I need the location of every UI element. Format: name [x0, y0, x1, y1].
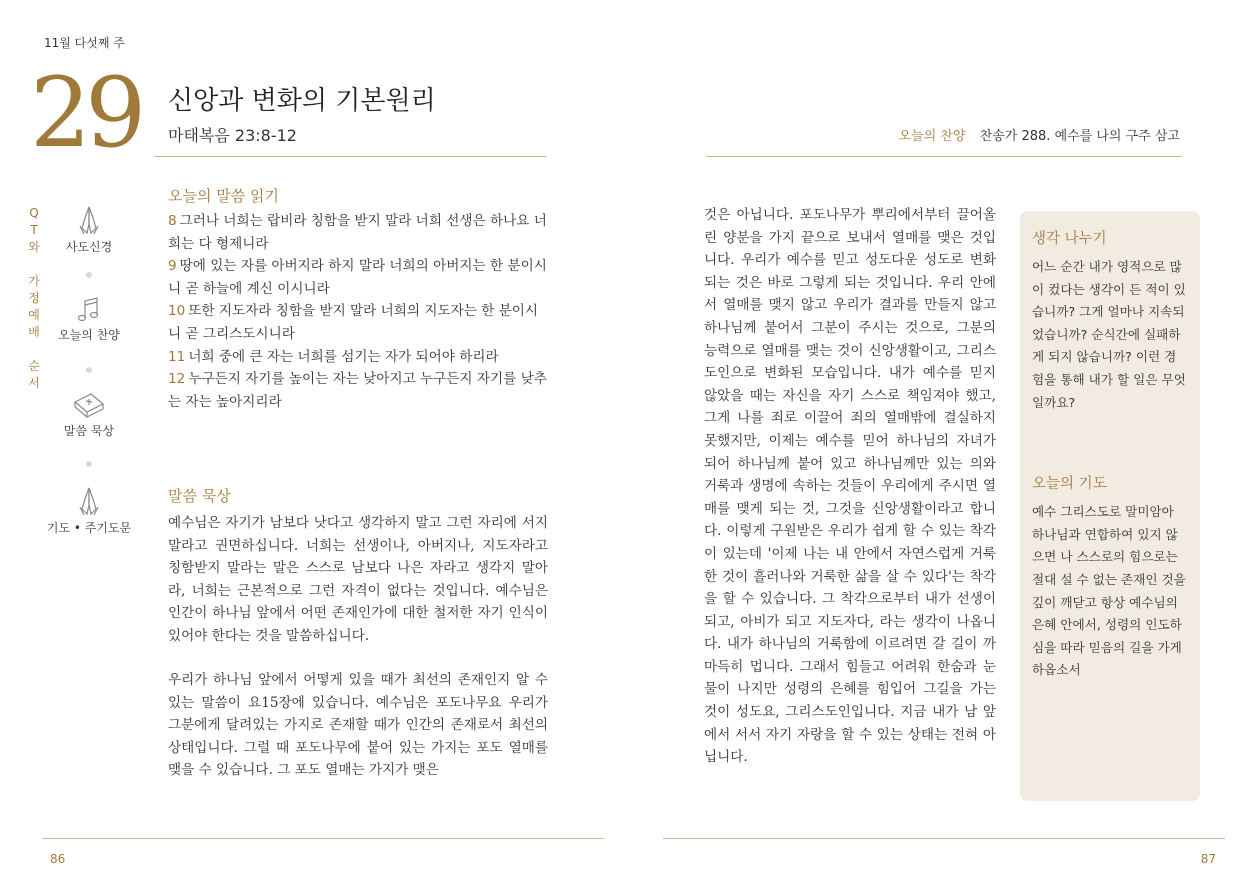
meditation-heading: 말씀 묵상	[168, 487, 231, 505]
verse-text: 또한 지도자라 칭함을 받지 말라 너희의 지도자는 한 분이시니 곧 그리스도시니라	[168, 303, 539, 342]
share-heading: 생각 나누기	[1032, 231, 1107, 247]
verse	[168, 368, 548, 413]
music-note-icon	[76, 296, 102, 324]
qt-order-vertical-label	[24, 205, 44, 392]
step-separator-dot	[86, 272, 92, 278]
qt-char: Q	[29, 206, 39, 220]
verse-text: 누구든지 자기를 높이는 자는 낮아지고 누구든지 자기를 낮추는 자는 높아지리라	[168, 371, 547, 410]
verse	[168, 300, 548, 345]
reading-heading: 오늘의 말씀 읽기	[168, 187, 279, 205]
qt-char: 예	[28, 308, 40, 322]
page-number-left: 86	[50, 852, 66, 866]
hymn-value: 찬송가 288. 예수를 나의 구주 삼고	[979, 129, 1180, 144]
qt-char: T	[30, 223, 38, 237]
qt-char: 와	[28, 240, 40, 254]
verse	[168, 346, 548, 369]
step-label: 사도신경	[65, 240, 113, 254]
verse-number: 11	[168, 348, 186, 365]
qt-char: 배	[28, 325, 40, 339]
page-number-right: 87	[1200, 852, 1216, 866]
verse-number: 9	[168, 258, 177, 275]
meditation-paragraph-2: 우리가 하나님 앞에서 어떻게 있을 때가 최선의 존재인지 알 수 있는 말씀이 요15장에 있습니다. 예수님은 포도나무요 우리가 그분에게 달려있는 가지로 존재할 때가 인간의 존재로서 최선의 상태입니다. 그럴 때 포도나무에 붙어 있는 가지는 포도 열매를 맺을 수 있습니다. 그 포도 열매는 가지가 맺은	[168, 672, 548, 779]
qt-char: 순	[28, 359, 40, 373]
header-divider-right	[706, 156, 1182, 157]
step-label: 오늘의 찬양	[58, 328, 120, 342]
prayer-text: 예수 그리스도로 말미암아 하나님과 연합하여 있지 않으면 나 스스로의 힘으로는 절대 설 수 없는 존재인 것을 깊이 깨닫고 항상 예수님의 은혜 안에서, 성령의 인도하심을 따라 믿음의 길을 가게 하옵소서	[1032, 504, 1186, 678]
qt-char: 정	[28, 291, 40, 305]
meditation-paragraph-1: 예수님은 자기가 남보다 낫다고 생각하지 말고 그런 자리에 서지 말라고 권면하십니다. 너희는 선생이나, 아버지나, 지도자라고 칭함받지 말라는 말은 스스로 남보다 나은 자라고 생각지 말아라, 너희는 근본적으로 그런 자격이 없다는 것입니다. 예수님은 인간이 하나님 앞에서 어떤 존재인가에 대한 철저한 자기 인식이 있어야 한다는 것을 말씀하십니다.	[168, 515, 548, 644]
verse	[168, 255, 548, 300]
verse-number: 12	[168, 371, 186, 388]
verse-text: 땅에 있는 자를 아버지라 하지 말라 너희의 아버지는 한 분이시니 곧 하늘에 계신 이시니라	[168, 258, 547, 297]
verse-number: 10	[168, 303, 186, 320]
scripture-verses	[168, 210, 548, 413]
step-word-meditation	[44, 390, 134, 439]
todays-hymn	[899, 125, 1180, 144]
verse-text: 그러나 너희는 랍비라 칭함을 받지 말라 너희 선생은 하나요 너희는 다 형제니라	[168, 213, 547, 252]
share-text: 어느 순간 내가 영적으로 많이 컸다는 생각이 든 적이 있습니까? 그게 얼마나 지속되었습니까? 순식간에 실패하게 되지 않습니까? 이런 경험을 통해 내가 할 일은 무엇일까요?	[1032, 259, 1186, 410]
praying-hands-icon	[74, 485, 104, 517]
page-title: 신앙과 변화의 기본원리	[168, 86, 436, 116]
step-apostles-creed	[44, 204, 134, 255]
qt-char: 서	[28, 376, 40, 390]
step-separator-dot	[86, 367, 92, 373]
footer-divider-left	[42, 838, 604, 839]
praying-hands-icon	[74, 204, 104, 236]
week-label: 11월 다섯째 주	[44, 36, 125, 50]
qt-char: 가	[28, 274, 40, 288]
verse-number: 8	[168, 213, 177, 229]
verse-text: 너희 중에 큰 자는 너희를 섬기는 자가 되어야 하리라	[188, 348, 499, 365]
prayer-heading: 오늘의 기도	[1032, 476, 1107, 493]
meditation-paragraph-continued: 것은 아닙니다. 포도나무가 뿌리에서부터 끌어올린 양분을 가지 끝으로 보내서 열매를 맺은 것입니다. 우리가 예수를 믿고 성도다운 성도로 변화되는 것은 바로 그렇게 되는 것입니다. 우리 안에서 열매를 맺지 않고 우리가 결과를 만들지 않고 하나님께 붙어서 그분이 주시는 것으로, 그분의 능력으로 열매를 맺는 것이 신앙생활이고, 그리스도인으로 변화된 모습입니다. 내가 예수를 믿지 않았을 때는 자신을 자기 스스로 책임져야 했고, 그게 나를 죄로 이끌어 죄의 열매밖에 결실하지 못했지만, 이제는 예수를 믿어 하나님의 자녀가 되어 하나님께 붙어 있고 하나님께만 있는 의와 거룩과 생명에 속하는 것들이 우리에게 주시면 열매를 맺게 되는 것, 그것을 신앙생활이라고 합니다. 이렇게 구원받은 우리가 쉽게 할 수 있는 착각이 있는데 '이제 나는 내 안에서 자연스럽게 거룩한 것이 흘러나와 거룩한 삶을 살 수 있다'는 착각을 할 수 있습니다. 그 착각으로부터 내가 선생이 되고, 아비가 되고 지도자다, 라는 생각이 나옵니다. 내가 하나님의 거룩함에 이르려면 갈 길이 까마득히 멉니다. 그래서 힘들고 어려워 한숨과 눈물이 나지만 성령의 은혜를 힘입어 그길을 가는 것이 성도요, 그리스도인입니다. 지금 내가 남 앞에서 서서 자기 자랑을 할 수 있는 상태는 전혀 아닙니다.	[704, 207, 996, 766]
day-number: 29	[30, 57, 141, 169]
step-separator-dot	[86, 461, 92, 467]
footer-divider-right	[663, 838, 1225, 839]
step-label: 말씀 묵상	[63, 424, 115, 438]
step-todays-hymn	[44, 296, 134, 343]
step-prayer-lords-prayer	[44, 485, 134, 536]
scripture-reference: 마태복음 23:8-12	[168, 126, 297, 145]
bible-icon	[72, 390, 106, 420]
reflection-sidebar	[1020, 211, 1200, 801]
hymn-label: 오늘의 찬양	[898, 129, 966, 144]
step-label: 기도 • 주기도문	[46, 521, 132, 535]
verse	[168, 210, 548, 255]
header-divider-left	[154, 156, 546, 157]
